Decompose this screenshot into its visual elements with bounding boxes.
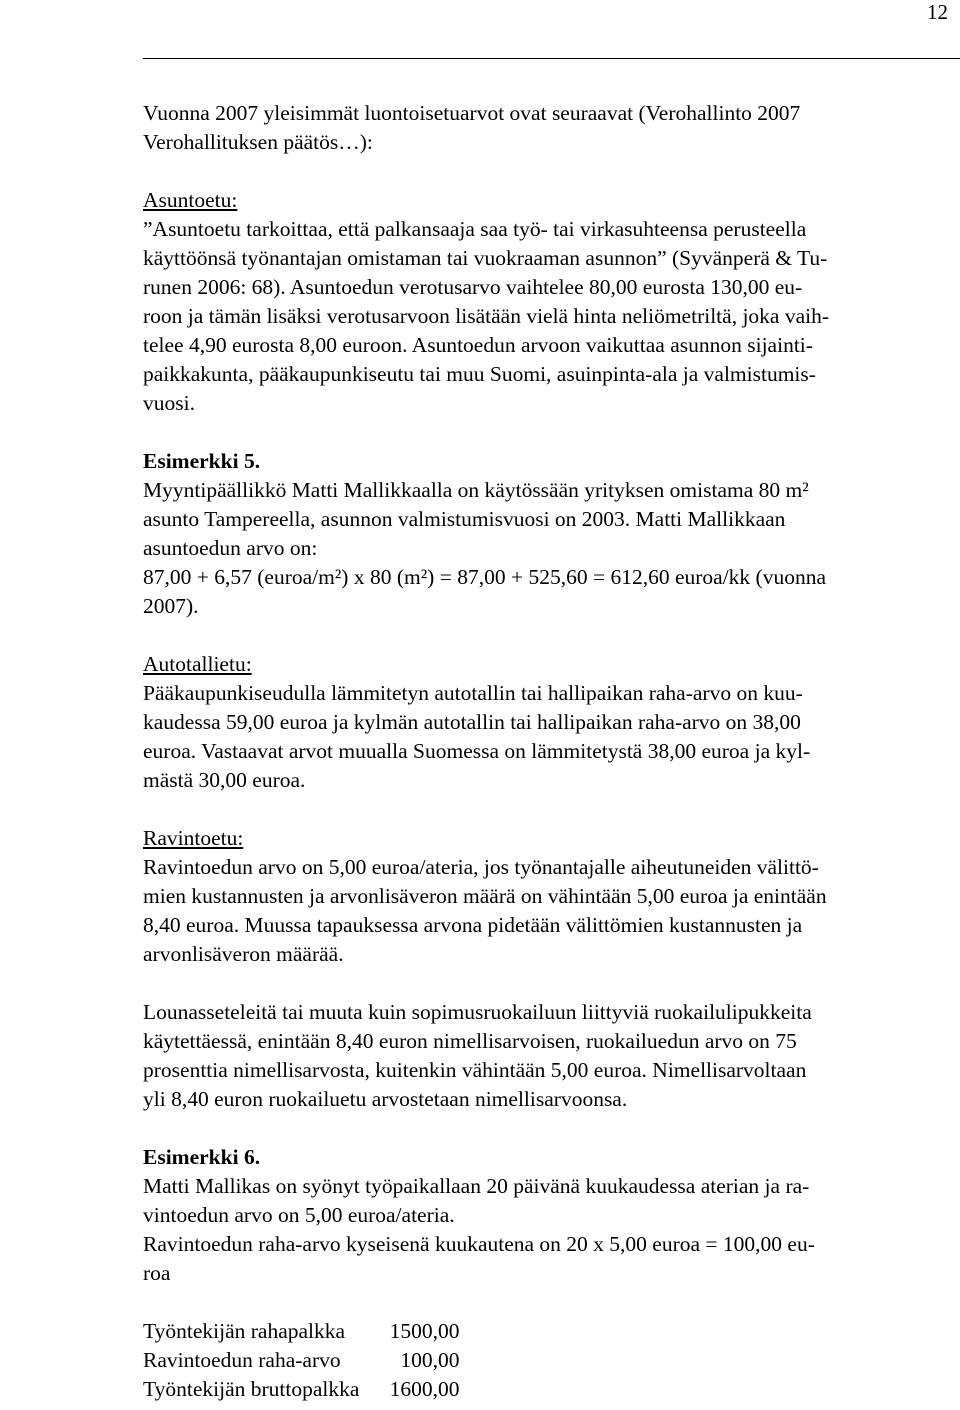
text-line: käyttöönsä työnantajan omistaman tai vuokraaman asunnon” (Syvänperä & Tu- xyxy=(143,246,828,270)
section-ravintoetu xyxy=(143,824,953,969)
text-line: asuntoedun arvo on: xyxy=(143,536,318,560)
document-body xyxy=(143,99,953,1404)
text-line: yli 8,40 euron ruokailuetu arvostetaan nimellisarvoonsa. xyxy=(143,1087,628,1111)
section-heading: Asuntoetu: xyxy=(143,188,238,212)
text-line: mien kustannusten ja arvonlisäveron määrä on vähintään 5,00 euroa ja enintään xyxy=(143,884,827,908)
text-line: vintoedun arvo on 5,00 euroa/ateria. xyxy=(143,1203,455,1227)
table-row xyxy=(143,1346,459,1375)
text-line: 87,00 + 6,57 (euroa/m²) x 80 (m²) = 87,00 + 525,60 = 612,60 euroa/kk (vuonna xyxy=(143,565,826,589)
row-label: Työntekijän bruttopalkka xyxy=(143,1377,360,1401)
salary-table xyxy=(143,1317,459,1404)
text-line: vuosi. xyxy=(143,391,195,415)
text-line: arvonlisäveron määrää. xyxy=(143,942,344,966)
example-6 xyxy=(143,1143,953,1288)
row-value: 1500,00 xyxy=(389,1319,460,1343)
section-heading: Ravintoetu: xyxy=(143,826,244,850)
lounasseteli-paragraph xyxy=(143,998,953,1114)
section-heading: Autotallietu: xyxy=(143,652,252,676)
row-value: 1600,00 xyxy=(389,1377,460,1401)
text-line: Lounasseteleitä tai muuta kuin sopimusruokailuun liittyviä ruokailulipukkeita xyxy=(143,1000,812,1024)
text-line: roa xyxy=(143,1261,171,1285)
text-line: Ravintoedun arvo on 5,00 euroa/ateria, jos työnantajalle aiheutuneiden välittö- xyxy=(143,855,819,879)
example-heading: Esimerkki 6. xyxy=(143,1145,261,1169)
text-line: kaudessa 59,00 euroa ja kylmän autotallin tai hallipaikan raha-arvo on 38,00 xyxy=(143,710,801,734)
row-label: Työntekijän rahapalkka xyxy=(143,1319,346,1343)
text-line: telee 4,90 eurosta 8,00 euroon. Asuntoedun arvoon vaikuttaa asunnon sijainti- xyxy=(143,333,813,357)
text-line: Vuonna 2007 yleisimmät luontoisetuarvot ovat seuraavat (Verohallinto 2007 xyxy=(143,101,801,125)
text-line: Ravintoedun raha-arvo kyseisenä kuukautena on 20 x 5,00 euroa = 100,00 eu- xyxy=(143,1232,815,1256)
text-line: Myyntipäällikkö Matti Mallikkaalla on käytössään yrityksen omistama 80 m² xyxy=(143,478,809,502)
text-line: asunto Tampereella, asunnon valmistumisvuosi on 2003. Matti Mallikkaan xyxy=(143,507,786,531)
text-line: prosenttia nimellisarvosta, kuitenkin vähintään 5,00 euroa. Nimellisarvoltaan xyxy=(143,1058,807,1082)
row-label: Ravintoedun raha-arvo xyxy=(143,1348,341,1372)
intro-paragraph xyxy=(143,99,953,157)
text-line: ”Asuntoetu tarkoittaa, että palkansaaja saa työ- tai virkasuhteensa perusteella xyxy=(143,217,807,241)
text-line: paikkakunta, pääkaupunkiseutu tai muu Suomi, asuinpinta-ala ja valmistumis- xyxy=(143,362,816,386)
text-line: mästä 30,00 euroa. xyxy=(143,768,306,792)
text-line: käytettäessä, enintään 8,40 euron nimellisarvoisen, ruokailuedun arvo on 75 xyxy=(143,1029,797,1053)
text-line: Pääkaupunkiseudulla lämmitetyn autotallin tai hallipaikan raha-arvo on kuu- xyxy=(143,681,803,705)
header-rule xyxy=(143,58,960,59)
example-heading: Esimerkki 5. xyxy=(143,449,261,473)
row-value: 100,00 xyxy=(400,1348,460,1372)
text-line: Verohallituksen päätös…): xyxy=(143,130,373,154)
text-line: 2007). xyxy=(143,594,199,618)
text-line: Matti Mallikas on syönyt työpaikallaan 20 päivänä kuukaudessa aterian ja ra- xyxy=(143,1174,810,1198)
example-5 xyxy=(143,447,953,621)
text-line: roon ja tämän lisäksi verotusarvoon lisätään vielä hinta neliömetriltä, joka vaih- xyxy=(143,304,830,328)
section-asuntoetu xyxy=(143,186,953,418)
text-line: 8,40 euroa. Muussa tapauksessa arvona pidetään välittömien kustannusten ja xyxy=(143,913,803,937)
table-row xyxy=(143,1317,459,1346)
section-autotallietu xyxy=(143,650,953,795)
text-line: euroa. Vastaavat arvot muualla Suomessa on lämmitetystä 38,00 euroa ja kyl- xyxy=(143,739,811,763)
text-line: runen 2006: 68). Asuntoedun verotusarvo vaihtelee 80,00 eurosta 130,00 eu- xyxy=(143,275,803,299)
table-row xyxy=(143,1375,459,1404)
page-number: 12 xyxy=(927,0,948,24)
